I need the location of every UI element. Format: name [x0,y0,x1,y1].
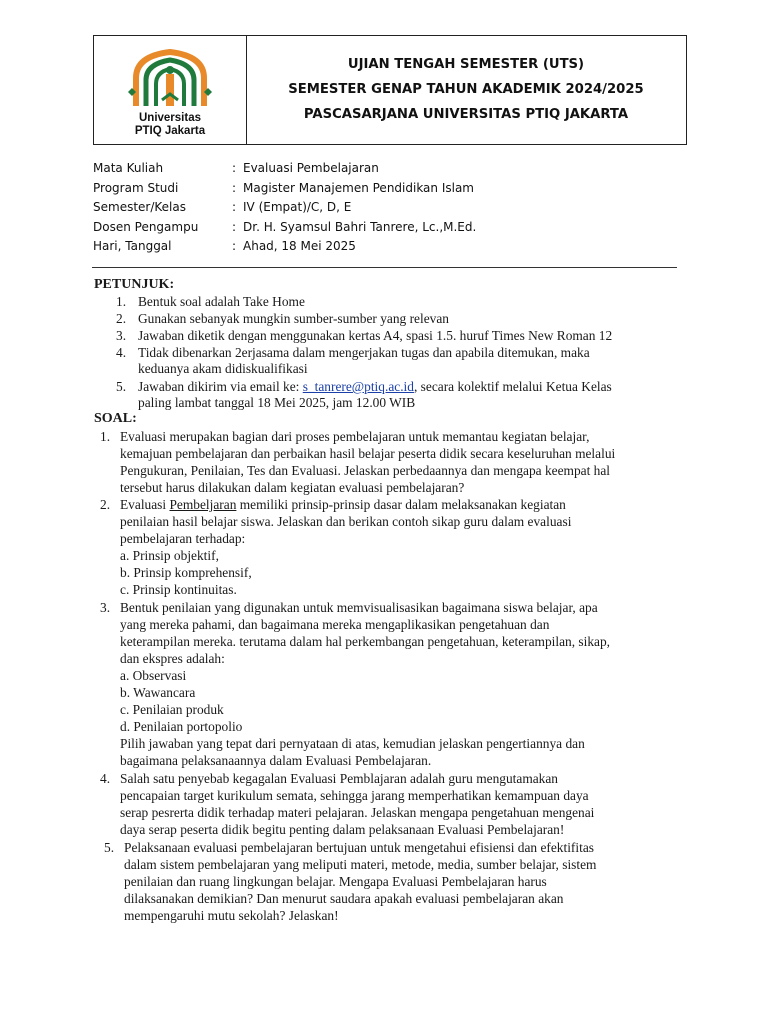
info-label: Dosen Pengampu [93,219,199,234]
instruction-number: 3. [116,328,127,343]
logo-text-ptiq: PTIQ Jakarta [134,125,206,137]
question-option: c. Prinsip kontinuitas. [120,582,237,597]
info-value: IV (Empat)/C, D, E [243,200,352,214]
question-text: dilaksanakan demikian? Dan menurut saudara apakah evaluasi pembelajaran akan [124,891,564,906]
question-text: tersebut harus dilakukan dalam kegiatan evaluasi pembelajaran? [120,480,465,495]
question-text: Evaluasi merupakan bagian dari proses pembelajaran untuk memantau kegiatan belajar, [120,429,590,444]
instruction-number: 1. [116,294,127,309]
instructions-heading: PETUNJUK: [94,277,175,292]
instruction-item: Jawaban dikirim via email ke: s_tanrere@ptiq.ac.id, secara kolektif melalui Ketua Kelas [138,379,612,394]
university-logo [94,36,247,144]
questions-heading: SOAL: [94,411,137,426]
instruction-item-cont: keduanya akam didiskualifikasi [138,361,308,376]
info-label: Hari, Tanggal [93,239,172,253]
question-text: Evaluasi Pembeljaran memiliki prinsip-prinsip dasar dalam melaksanakan kegiatan [120,497,566,512]
question-text: Pengukuran, Penilaian, Tes dan Evaluasi. Jelaskan perbedaannya dan mengapa keempat hal [120,463,611,478]
question-number: 4. [100,771,111,786]
info-label: Mata Kuliah [93,161,164,175]
question-option: c. Penilaian produk [120,702,224,717]
question-text: mempengaruhi mutu sekolah? Jelaskan! [124,908,339,923]
question-text: keterampilan mereka. terutama dalam hal perkembangan pengetahuan, keterampilan, sikap, [120,634,611,649]
instruction-item: Gunakan sebanyak mungkin sumber-sumber yang relevan [138,311,449,326]
info-label: Program Studi [93,180,179,195]
question-text: daya serap peserta didik begitu penting dalam pelaksanaan Evaluasi Pembelajaran! [120,822,565,837]
question-number: 3. [100,600,111,615]
question-number: 1. [100,429,111,444]
question-text: Pelaksanaan evaluasi pembelajaran bertujuan untuk mengetahui efisiensi dan efektifitas [124,840,594,855]
question-text: yang mereka pahami, dan bagaimana mereka mengaplikasikan pengetahuan dan [120,617,550,632]
question-text: kemajuan pembelajaran dan perbaikan hasil belajar peserta didik secara keseluruhan melalui [120,446,616,461]
info-value: Magister Manajemen Pendidikan Islam [243,180,474,195]
question-text: serap pesrerta didik terhadap materi pelajaran. Jelaskan mengapa pengetahuan mengenai [120,805,595,820]
question-option: d. Penilaian portopolio [120,719,243,734]
question-text: bagaimana pelaksanaannya dalam Evaluasi Pembelajaran. [120,753,432,768]
question-text: penilaian dan ruang lingkungan belajar. Mengapa Evaluasi Pembelajaran harus [124,874,547,889]
info-label: Semester/Kelas [93,200,186,214]
instruction-item: Jawaban diketik dengan menggunakan kertas A4, spasi 1.5. huruf Times New Roman 12 [138,328,613,343]
exam-header [93,35,687,145]
question-text: dalam sistem pembelajaran yang meliputi materi, metode, media, sumber belajar, sistem [124,857,597,872]
question-text: Salah satu penyebab kegagalan Evaluasi Pemblajaran adalah guru mengutamakan [120,771,559,786]
email-link[interactable]: s_tanrere@ptiq.ac.id [302,379,414,394]
exam-institution: PASCASARJANA UNIVERSITAS PTIQ JAKARTA [303,107,629,122]
question-text: pembelajaran terhadap: [120,531,246,546]
question-option: b. Wawancara [120,685,196,700]
instruction-item: Tidak dibenarkan 2erjasama dalam mengerjakan tugas dan apabila ditemukan, maka [138,345,590,360]
question-text: Bentuk penilaian yang digunakan untuk memvisualisasikan bagaimana siswa belajar, apa [120,600,598,615]
info-value: Dr. H. Syamsul Bahri Tanrere, Lc.,M.Ed. [243,219,477,234]
instruction-item-cont: paling lambat tanggal 18 Mei 2025, jam 12.00 WIB [138,395,416,410]
instruction-number: 4. [116,345,127,360]
question-text: pencapaian target kurikulum semata, sehingga jarang memperhatikan kemampuan daya [120,788,589,803]
exam-title-block [246,36,686,144]
question-text: penilaian hasil belajar siswa. Jelaskan dan berikan contoh sikap guru dalam evaluasi [120,514,572,529]
info-value: Evaluasi Pembelajaran [243,161,379,175]
divider [92,267,677,268]
question-option: a. Observasi [120,668,187,683]
exam-title: UJIAN TENGAH SEMESTER (UTS) [347,57,585,72]
question-number: 2. [100,497,111,512]
logo-text-universitas: Universitas [138,112,201,124]
instruction-number: 5. [116,379,127,394]
question-option: b. Prinsip komprehensif, [120,565,252,580]
instruction-number: 2. [116,311,127,326]
question-number: 5. [104,840,115,855]
info-value: Ahad, 18 Mei 2025 [243,239,356,253]
exam-semester: SEMESTER GENAP TAHUN AKADEMIK 2024/2025 [288,82,644,97]
instruction-item: Bentuk soal adalah Take Home [138,294,305,309]
question-text: dan ekspres adalah: [120,651,225,666]
question-option: a. Prinsip objektif, [120,548,219,563]
ptiq-emblem-icon [122,48,218,110]
question-text: Pilih jawaban yang tepat dari pernyataan di atas, kemudian jelaskan pengertiannya dan [120,736,585,751]
